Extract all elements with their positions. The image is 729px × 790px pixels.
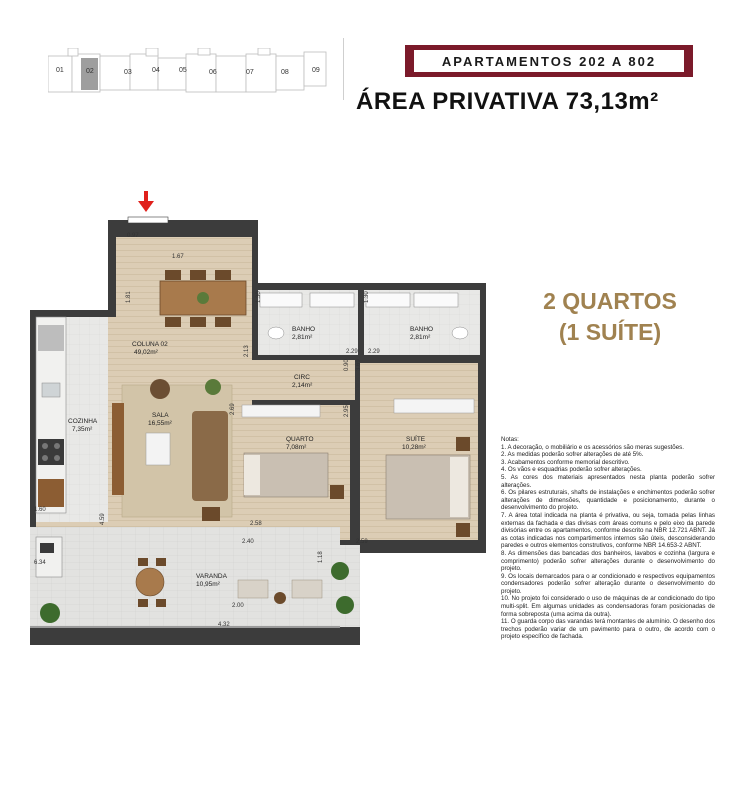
toilet-icon	[268, 327, 284, 339]
unit-label: 09	[312, 67, 320, 74]
dimension-label: 2.69	[230, 403, 236, 415]
quarto-wardrobe	[242, 405, 320, 417]
notes-panel	[501, 436, 715, 641]
dimension-label: 1.30	[256, 291, 262, 303]
bedrooms-line-2: (1 SUÍTE)	[558, 319, 662, 345]
room-name-quarto: QUARTO	[286, 436, 314, 443]
room-area-coluna: 49,02m²	[134, 349, 158, 356]
unit-label: 06	[209, 69, 217, 76]
dimension-label: 1.81	[126, 291, 132, 303]
plant-icon	[336, 596, 354, 614]
dimension-label: 0.97	[127, 233, 139, 239]
header-divider	[343, 38, 344, 100]
dimension-label: 6.34	[34, 560, 46, 566]
note-item: 4. Os vãos e esquadrias poderão sofrer alterações.	[501, 466, 642, 474]
room-area-banho-2: 2,81m²	[410, 334, 431, 341]
entrance-arrow-icon	[138, 191, 154, 212]
room-name-sala: SALA	[152, 412, 169, 419]
suite-wardrobe	[394, 399, 474, 413]
note-item: 10. No projeto foi considerado o uso de máquinas de ar condicionado do tipo multi-split. Em algumas unidades as condensadoras foram posicionadas de forma sobreposta (uma acima da outra).	[501, 595, 715, 618]
room-area-banho-1: 2,81m²	[292, 334, 313, 341]
dimension-label: 2.58	[250, 521, 262, 527]
plant-icon	[197, 292, 209, 304]
floor-plan-drawing	[10, 185, 490, 655]
note-item: 8. As dimensões das bancadas dos banheiros, lavabos e cozinha (largura e comprimento) poderão sofrer alterações durante o desenvolvimento do projeto.	[501, 549, 715, 573]
room-name-banho-1: BANHO	[292, 326, 316, 333]
note-item: 3. Acabamentos conforme memorial descritivo.	[501, 458, 630, 466]
note-item: 9. Os locais demarcados para o ar condicionado e respectivos equipamentos condensadores poderão sofrer alteração durante o desenvolvimento do projeto.	[501, 572, 715, 595]
armchair-icon	[150, 379, 170, 399]
dimension-label: 2.29	[346, 349, 358, 355]
sink-icon	[42, 383, 60, 397]
dimension-label: 2.59	[356, 539, 368, 545]
key-plan	[48, 48, 330, 96]
apartments-banner-label: APARTAMENTOS 202 A 802	[414, 50, 684, 72]
bedrooms-title	[520, 286, 700, 348]
note-item: 7. A área total indicada na planta é privativa, ou seja, tomada pelas linhas externas da fachada e das divisas com áreas comuns e pelo eixo da parede divisórias entre os apartamentos, conforme descrito na NBR 12.721 ABNT. Já as cotas indicadas nos compartimentos internos são úteis, desconsiderando paredes e outros elementos construtivos, conforme NBR 14.653-2 ABNT.	[501, 511, 715, 550]
dimension-label: 2.29	[368, 349, 380, 355]
unit-label: 01	[56, 67, 64, 74]
dimension-label: 0.90	[344, 359, 350, 371]
dimension-label: 4.32	[218, 622, 230, 628]
room-area-circ: 2,14m²	[292, 382, 313, 389]
dimension-label: 2.00	[232, 603, 244, 609]
floor-plan	[10, 185, 490, 655]
dimension-label: 1.67	[172, 254, 184, 260]
dimension-label: 4.59	[100, 513, 106, 525]
sofa-icon	[192, 411, 228, 501]
room-area-varanda: 10,95m²	[196, 581, 220, 588]
dimension-label: 2.40	[242, 539, 254, 545]
room-area-quarto: 7,08m²	[286, 444, 307, 451]
bedrooms-line-1: 2 QUARTOS	[543, 288, 677, 314]
room-area-cozinha: 7,35m²	[72, 426, 93, 433]
unit-label: 04	[152, 67, 160, 74]
room-name-banho-2: BANHO	[410, 326, 434, 333]
dimension-label: 2.95	[344, 405, 350, 417]
room-area-suite: 10,28m²	[402, 444, 426, 451]
note-item: 6. Os pilares estruturais, shafts de instalações e enchimentos poderão sofrer alterações de dimensões, quantidade e posicionamento, durante o desenvolvimento do projeto.	[501, 489, 715, 512]
dimension-label: 2.13	[244, 345, 250, 357]
room-area-sala: 16,55m²	[148, 420, 172, 427]
unit-label: 03	[124, 69, 132, 76]
living-room-furniture	[112, 379, 232, 521]
apartments-banner	[405, 45, 693, 77]
unit-label: 08	[281, 69, 289, 76]
dimension-label: 3.69	[356, 359, 362, 371]
kitchen-counter	[36, 317, 66, 577]
room-name-cozinha: COZINHA	[68, 418, 98, 425]
plant-icon	[40, 603, 60, 623]
room-name-varanda: VARANDA	[196, 573, 227, 580]
plant-icon	[331, 562, 349, 580]
dimension-label: 1.30	[364, 291, 370, 303]
dimension-label: 1.18	[318, 551, 324, 563]
dimension-label: 1.60	[34, 507, 46, 513]
toilet-icon	[452, 327, 468, 339]
room-name-suite: SUÍTE	[406, 436, 426, 443]
notes-heading: Notas:	[501, 436, 519, 443]
room-name-coluna: COLUNA 02	[132, 341, 168, 348]
note-item: 11. O guarda corpo das varandas terá montantes de alumínio. O desenho dos trechos poderão variar de um pavimento para o outro, de acordo com o projeto específico de fachada.	[501, 618, 715, 641]
tv-console	[112, 403, 124, 495]
plant-icon	[205, 379, 221, 395]
note-item: 2. As medidas poderão sofrer alterações de até 5%.	[501, 451, 644, 459]
room-name-circ: CIRC	[294, 374, 310, 381]
unit-label: 02	[86, 68, 94, 75]
private-area-title: ÁREA PRIVATIVA 73,13m²	[356, 88, 659, 115]
unit-label: 07	[246, 69, 254, 76]
note-item: 5. As cores dos materiais apresentados nesta planta poderão sofrer alterações.	[501, 473, 715, 489]
unit-label: 05	[179, 67, 187, 74]
cooktop-icon	[38, 439, 64, 465]
note-item: 1. A decoração, o mobiliário e os acessórios são meras sugestões.	[501, 443, 684, 451]
